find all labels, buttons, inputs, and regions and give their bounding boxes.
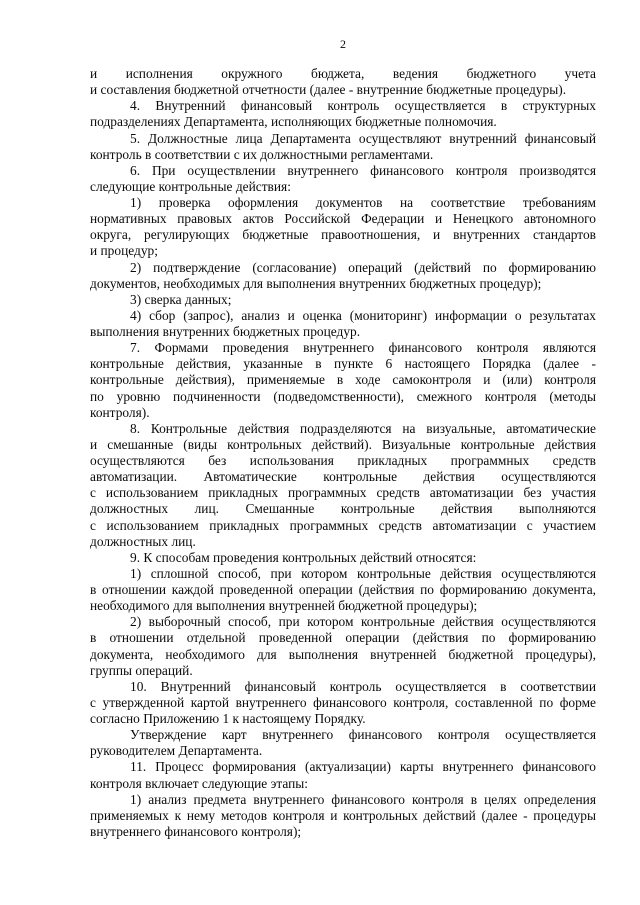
paragraph [90, 163, 596, 195]
text-line: согласно Приложению 1 к настоящему Порядку. [90, 711, 366, 726]
text-line: 11. Процесс формирования (актуализации) карты внутреннего финансового [130, 759, 596, 775]
paragraph [90, 679, 596, 727]
text-line: подразделениях Департамента, исполняющих бюджетные полномочия. [90, 114, 497, 130]
text-line: и смешанные (виды контрольных действий). Визуальные контрольные действия [90, 436, 596, 452]
text-line: автоматизации. Автоматические контрольные действия осуществляются [90, 469, 596, 485]
text-line: и составления бюджетной отчетности (далее - внутренние бюджетные процедуры). [90, 82, 567, 98]
text-line: в отношении каждой проведенной операции (действия по формированию документа, [90, 582, 596, 597]
paragraph [90, 98, 596, 130]
paragraph [90, 566, 596, 614]
text-line: 4) сбор (запрос), анализ и оценка (мониторинг) информации о результатах [130, 307, 596, 323]
text-line: должностных лиц. [90, 533, 196, 549]
text-line: с использованием прикладных программных средств автоматизации без участия [90, 485, 596, 501]
text-line: выполнения внутренних бюджетных процедур. [90, 324, 361, 339]
paragraph [90, 340, 596, 421]
text-line: 1) анализ предмета внутреннего финансового контроля в целях определения [130, 791, 596, 807]
paragraph [90, 66, 596, 98]
text-line: применяемых к нему методов контроля и контрольных действий (далее - процедуры [90, 807, 596, 823]
paragraph [90, 260, 596, 292]
text-line: Утверждение карт внутреннего финансового контроля осуществляется [130, 727, 596, 743]
text-line: в отношении отдельной проведенной операции (действия по формированию [90, 630, 596, 646]
paragraph [90, 550, 596, 566]
paragraph [90, 421, 596, 550]
text-line: 8. Контрольные действия подразделяются на визуальные, автоматические [130, 420, 596, 436]
paragraph [90, 292, 596, 308]
text-line: документов, необходимых для выполнения внутренних бюджетных процедур); [90, 275, 542, 291]
page-number: 2 [340, 37, 346, 51]
text-line: необходимого для выполнения внутренней бюджетной процедуры); [90, 598, 478, 614]
paragraph [90, 727, 596, 759]
text-line: документа, необходимого для выполнения внутренней бюджетной процедуры), [90, 646, 596, 662]
text-line: по уровню подчиненности (подведомственности), смежного контроля (методы [90, 388, 596, 404]
paragraph [90, 195, 596, 260]
text-line: должностных лиц. Смешанные контрольные действия выполняются [90, 501, 596, 517]
text-line: группы операций. [90, 662, 193, 678]
text-line: 5. Должностные лица Департамента осуществляют внутренний финансовый [130, 130, 596, 146]
text-line: внутреннего финансового контроля); [90, 823, 302, 839]
document-body [90, 66, 596, 840]
text-line: контроль в соответствии с их должностными регламентами. [90, 146, 434, 162]
text-line: 1) проверка оформления документов на соответствие требованиям [130, 195, 596, 210]
text-line: с утвержденной картой внутреннего финансового контроля, составленной по форме [90, 694, 596, 710]
text-line: осуществляются без использования прикладных программных средств [90, 453, 596, 468]
text-line: контрольные действия), применяемые в ходе самоконтроля и (или) контроля [90, 372, 596, 388]
text-line: контроля). [90, 404, 150, 420]
paragraph [90, 308, 596, 340]
text-line: 1) сплошной способ, при котором контрольные действия осуществляются [130, 565, 596, 581]
text-line: 10. Внутренний финансовый контроль осуществляется в соответствии [130, 678, 596, 694]
text-line: и исполнения окружного бюджета, ведения бюджетного учета [90, 66, 596, 81]
text-line: с использованием прикладных программных средств автоматизации с участием [90, 517, 596, 533]
text-line: 4. Внутренний финансовый контроль осуществляется в структурных [130, 98, 596, 114]
text-line: 2) подтверждение (согласование) операций (действий по формированию [130, 259, 596, 275]
paragraph [90, 614, 596, 679]
text-line: руководителем Департамента. [90, 743, 263, 759]
text-line: 7. Формами проведения внутреннего финансового контроля являются [130, 340, 596, 356]
text-line: контроля включает следующие этапы: [90, 775, 309, 791]
paragraph [90, 792, 596, 840]
paragraph [90, 131, 596, 163]
text-line: и процедур; [90, 243, 158, 259]
text-line: 6. При осуществлении внутреннего финансового контроля производятся [130, 162, 596, 178]
text-line: 3) сверка данных; [130, 291, 232, 307]
text-line: 2) выборочный способ, при котором контрольные действия осуществляются [130, 614, 596, 630]
text-line: следующие контрольные действия: [90, 178, 291, 194]
text-line: 9. К способам проведения контрольных действий относятся: [130, 549, 477, 565]
text-line: нормативных правовых актов Российской Федерации и Ненецкого автономного [90, 211, 596, 227]
text-line: округа, регулирующих бюджетные правоотношения, и внутренних стандартов [90, 227, 596, 243]
paragraph [90, 759, 596, 791]
text-line: контрольные действия, указанные в пункте 6 настоящего Порядка (далее - [90, 356, 596, 372]
